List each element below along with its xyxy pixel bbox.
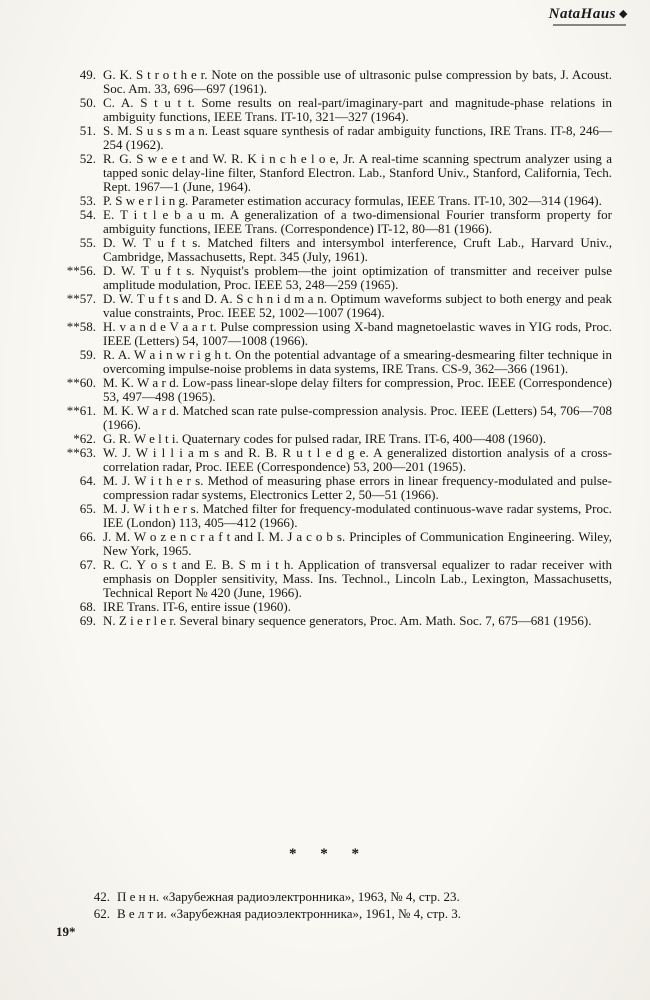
reference-number: **57. (66, 291, 96, 306)
reference-item (56, 236, 612, 264)
reference-number: 59. (79, 347, 96, 362)
reference-text: R. C. Y o s t and E. B. S m i t h. Application of transversal equalizer to radar receiver with emphasis on Doppler sensitivity, Mass. Ins. Technol., Lincoln Lab., Lexington, Massachusetts, Technical Report № 420 (June, 1966). (103, 557, 612, 600)
reference-text: D. W. T u f t s. Matched filters and intersymbol interference, Cruft Lab., Harvard Univ., Cambridge, Massachusetts, Rept. 345 (July, 1961). (103, 235, 612, 264)
reference-number: 64. (79, 473, 96, 488)
reference-item (56, 68, 612, 96)
reference-item (56, 404, 612, 432)
reference-item (56, 292, 612, 320)
reference-item (56, 600, 612, 614)
reference-item (56, 432, 612, 446)
russian-reference-list (84, 888, 604, 922)
reference-text: P. S w e r l i n g. Parameter estimation accuracy formulas, IEEE Trans. IT-10, 302—314 (1964). (103, 193, 602, 208)
reference-item (56, 320, 612, 348)
reference-number: **61. (66, 403, 96, 418)
reference-text: W. J. W i l l i a m s and R. B. R u t l e d g e. A generalized distortion analysis of a cross-correlation radar, Proc. IEEE (Correspondence) 53, 200—201 (1965). (103, 445, 612, 474)
reference-item (56, 208, 612, 236)
reference-number: 49. (79, 67, 96, 82)
reference-number: 50. (79, 95, 96, 110)
reference-text: D. W. T u f t s and D. A. S c h n i d m a n. Optimum waveforms subject to both energy and peak value constraints, Proc. IEEE 52, 1002—1007 (1964). (103, 291, 612, 320)
reference-item (56, 614, 612, 628)
watermark-text: NataHaus (548, 6, 617, 22)
reference-number: 54. (79, 207, 96, 222)
page-signature: 19* (56, 924, 76, 939)
reference-item (56, 96, 612, 124)
reference-number: 66. (79, 529, 96, 544)
reference-number: **56. (66, 263, 96, 278)
reference-number: 53. (79, 193, 96, 208)
reference-number: *62. (73, 431, 96, 446)
reference-text: J. M. W o z e n c r a f t and I. M. J a c o b s. Principles of Communication Engineering. Wiley, New York, 1965. (103, 529, 612, 558)
reference-number: **63. (66, 445, 96, 460)
reference-number: 62. (93, 906, 110, 921)
reference-text: IRE Trans. IT-6, entire issue (1960). (103, 599, 292, 614)
reference-item (56, 194, 612, 208)
reference-item (56, 558, 612, 600)
reference-text: G. K. S t r o t h e r. Note on the possible use of ultrasonic pulse compression by bats, J. Acoust. Soc. Am. 33, 696—697 (1961). (103, 67, 612, 96)
reference-number: 51. (79, 123, 96, 138)
reference-text: M. J. W i t h e r s. Method of measuring phase errors in linear frequency-modulated and pulse-compression radar systems, Electronics Letter 2, 50—51 (1966). (103, 473, 612, 502)
reference-item (56, 530, 612, 558)
reference-number: 69. (79, 613, 96, 628)
reference-text: M. K. W a r d. Low-pass linear-slope delay filters for compression, Proc. IEEE (Correspondence) 53, 497—498 (1965). (103, 375, 612, 404)
reference-text: D. W. T u f t s. Nyquist's problem—the joint optimization of transmitter and receiver pulse amplitude modulation, Proc. IEEE 53, 248—259 (1965). (103, 263, 612, 292)
reference-text: H. v a n d e V a a r t. Pulse compression using X-band magnetoelastic waves in YIG rods, Proc. IEEE (Letters) 54, 1007—1008 (1966). (103, 319, 612, 348)
reference-text: R. G. S w e e t and W. R. K i n c h e l o e, Jr. A real-time scanning spectrum analyzer using a tapped sonic delay-line filter, Stanford Electron. Lab., Stanford Univ., Stanford, California, Tech. Rept. 1967—1 (June, 1964). (103, 151, 612, 194)
reference-number: 42. (93, 889, 110, 904)
reference-item (56, 446, 612, 474)
reference-number: 52. (79, 151, 96, 166)
reference-text: S. M. S u s s m a n. Least square synthesis of radar ambiguity functions, IRE Trans. IT-8, 246—254 (1962). (103, 123, 612, 152)
reference-number: 68. (79, 599, 96, 614)
reference-text: R. A. W a i n w r i g h t. On the potential advantage of a smearing-desmearing filter technique in overcoming impulse-noise problems in data systems, IRE Trans. CS-9, 362—366 (1961). (103, 347, 612, 376)
watermark-crest-icon: ◆ (619, 8, 628, 20)
reference-text: C. A. S t u t t. Some results on real-part/imaginary-part and magnitude-phase relations in ambiguity functions, IEEE Trans. IT-10, 321—327 (1964). (103, 95, 612, 124)
reference-item (84, 888, 604, 905)
reference-text: N. Z i e r l e r. Several binary sequence generators, Proc. Am. Math. Soc. 7, 675—681 (1956). (103, 613, 592, 628)
reference-list (56, 68, 612, 628)
reference-number: 67. (79, 557, 96, 572)
reference-item (56, 474, 612, 502)
reference-text: В е л т и. «Зарубежная радиоэлектронника», 1961, № 4, стр. 3. (117, 906, 462, 921)
reference-text: M. J. W i t h e r s. Matched filter for frequency-modulated continuous-wave radar systems, Proc. IEE (London) 113, 405—412 (1966). (103, 501, 612, 530)
reference-text: П е н н. «Зарубежная радиоэлектронника», 1963, № 4, стр. 23. (117, 889, 460, 904)
reference-number: **58. (66, 319, 96, 334)
reference-number: 65. (79, 501, 96, 516)
reference-text: G. R. W e l t i. Quaternary codes for pulsed radar, IRE Trans. IT-6, 400—408 (1960). (103, 431, 546, 446)
reference-item (56, 264, 612, 292)
watermark-logo (549, 6, 628, 23)
reference-item (84, 905, 604, 922)
reference-number: **60. (66, 375, 96, 390)
reference-item (56, 124, 612, 152)
reference-item (56, 502, 612, 530)
reference-item (56, 348, 612, 376)
watermark-underline (553, 24, 626, 26)
reference-text: E. T i t l e b a u m. A generalization of a two-dimensional Fourier transform property for ambiguity functions, IEEE Trans. (Correspondence) IT-12, 80—81 (1966). (103, 207, 612, 236)
reference-number: 55. (79, 235, 96, 250)
reference-text: M. K. W a r d. Matched scan rate pulse-compression analysis. Proc. IEEE (Letters) 54, 706—708 (1966). (103, 403, 612, 432)
reference-item (56, 152, 612, 194)
reference-item (56, 376, 612, 404)
section-separator: * * * (289, 846, 361, 862)
